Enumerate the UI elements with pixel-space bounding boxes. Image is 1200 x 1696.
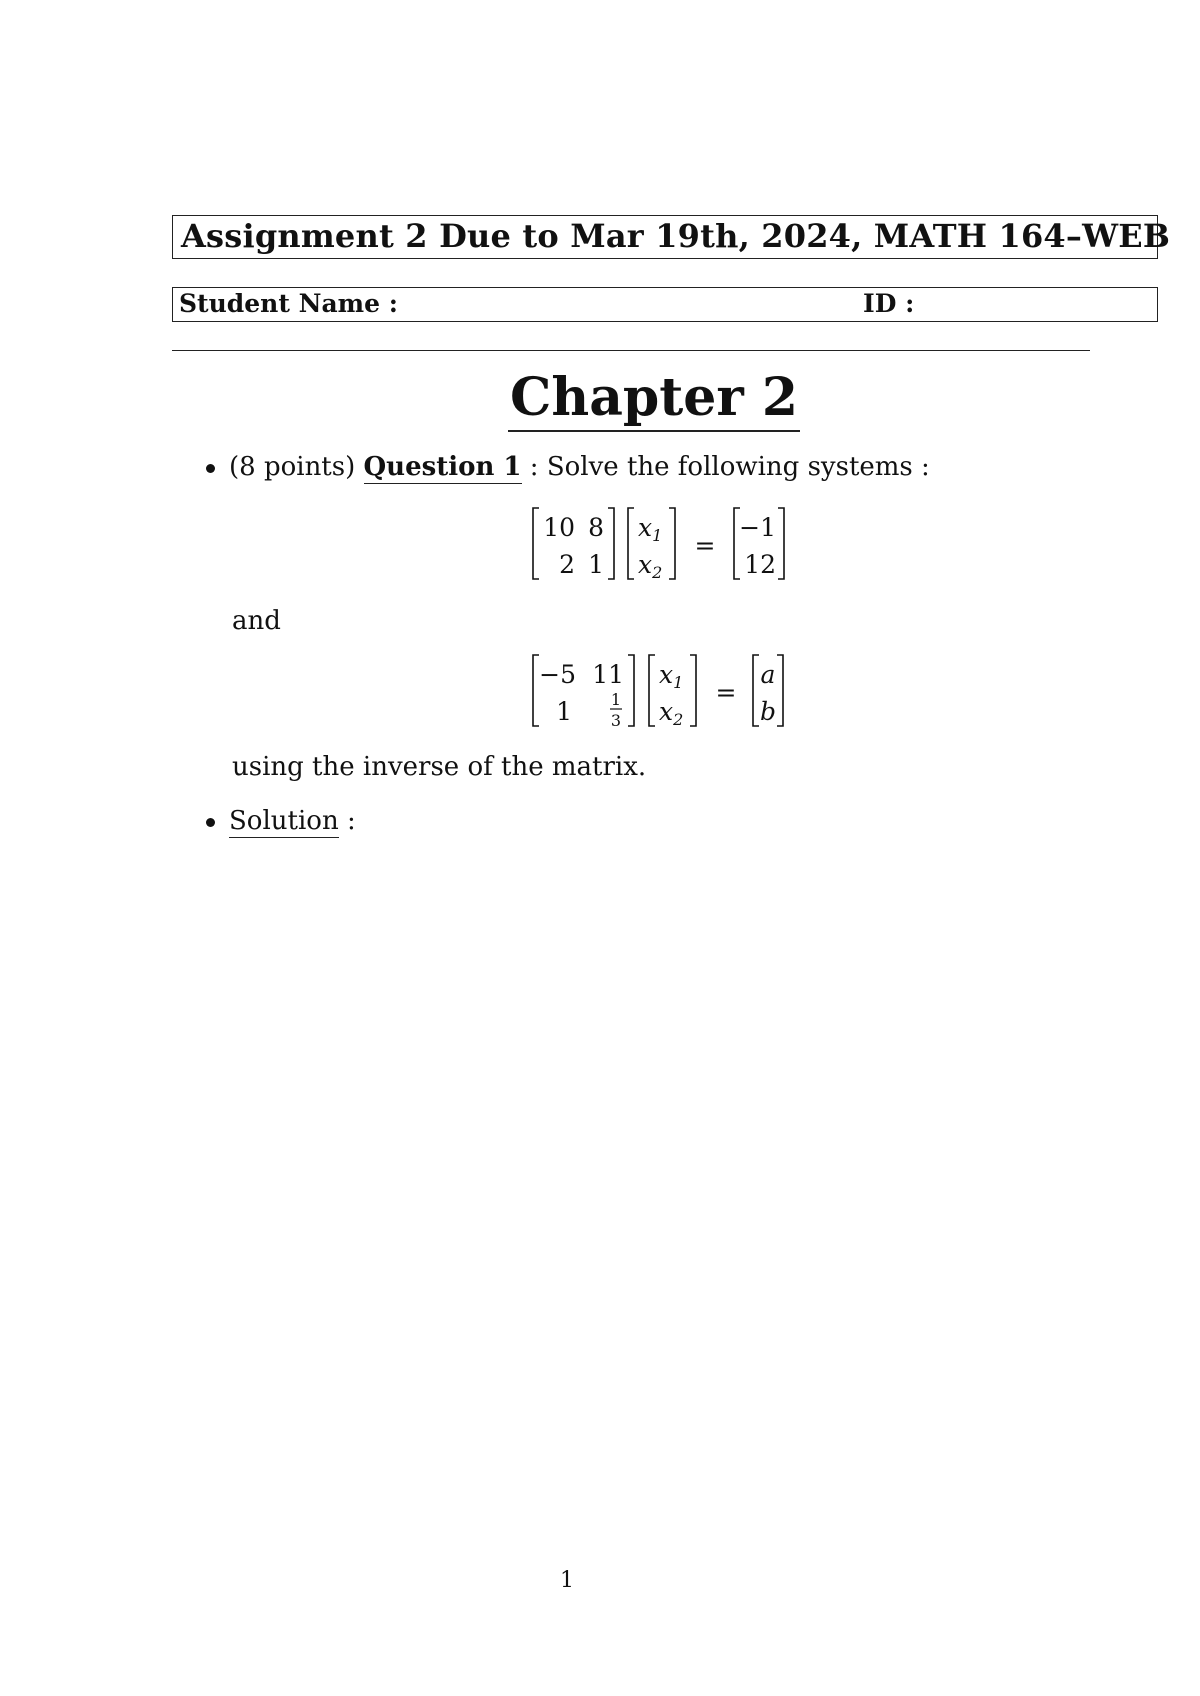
left-bracket [753,655,759,726]
matrix-entry: 10 [543,513,575,542]
equals-sign: = [715,678,737,707]
rhs-entry: −1 [739,513,776,542]
assignment-title: Assignment 2 Due to Mar 19th, 2024, MATH 164–WEB [181,217,1171,255]
equals-sign: = [694,531,716,560]
question-points: (8 points) [229,452,356,482]
matrix-entry: 2 [559,550,575,579]
left-bracket [628,508,634,579]
solution-line [206,806,356,836]
right-bracket [669,508,675,579]
right-bracket [777,655,783,726]
student-id-label: ID : [863,289,915,318]
matrix-entry: −5 [539,660,576,689]
horizontal-rule [172,350,1090,351]
page-number: 1 [560,1568,574,1593]
bullet-icon [206,464,215,473]
rhs-entry: 12 [744,550,776,579]
question-label: Question 1 [363,452,522,482]
chapter-heading: Chapter 2 [508,368,800,432]
closing-text: using the inverse of the matrix. [232,752,647,782]
left-bracket [533,508,539,579]
right-bracket [690,655,696,726]
left-bracket [533,655,539,726]
fraction-numerator: 1 [610,690,622,709]
student-name-label: Student Name : [179,289,398,318]
equation-system-1 [530,505,820,585]
matrix-entry: 1 [556,697,572,726]
right-bracket [778,508,784,579]
solution-label: Solution [229,806,339,836]
variable-x2: $x_2$ [659,697,684,729]
right-bracket [628,655,634,726]
rhs-entry: a [760,660,776,689]
assignment-title-box [172,215,1171,259]
solution-suffix: : [346,806,356,836]
variable-x1: $x_1$ [638,513,663,545]
variable-x2: $x_2$ [638,550,663,582]
matrix-entry: 1 [588,550,604,579]
fraction-denominator: 3 [610,711,622,730]
rhs-entry: b [759,697,777,726]
question-1-line [206,452,930,482]
student-info-box [172,287,1158,322]
equation-system-2 [530,652,820,732]
variable-x1: $x_1$ [659,660,684,692]
matrix-entry: 8 [588,513,604,542]
matrix-entry: 11 [592,660,624,689]
connector-text: and [232,606,281,636]
right-bracket [608,508,614,579]
bullet-icon [206,818,215,827]
question-prompt: : Solve the following systems : [529,452,930,482]
left-bracket [649,655,655,726]
